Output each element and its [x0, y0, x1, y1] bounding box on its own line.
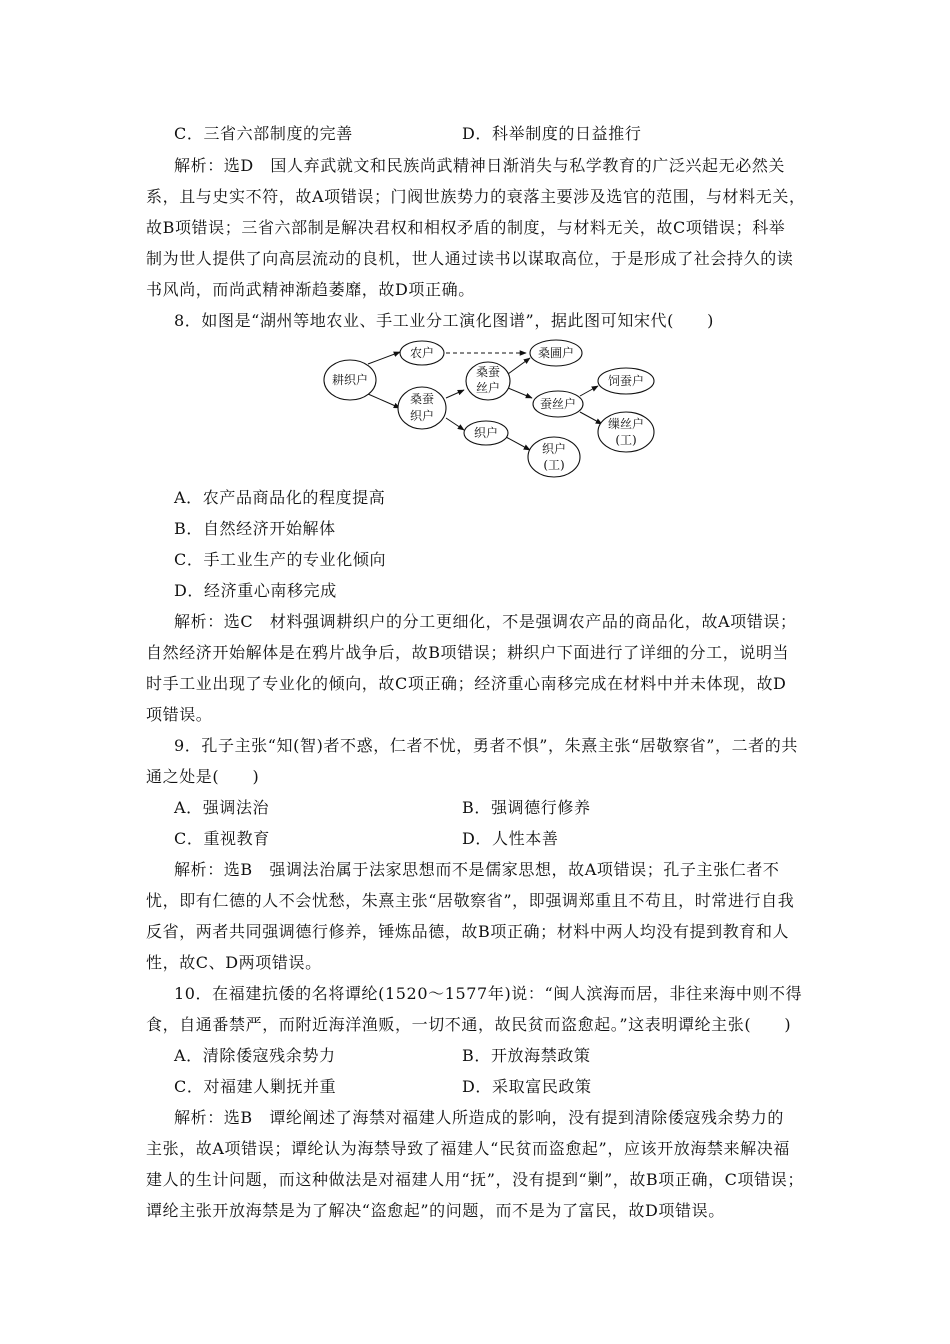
svg-text:丝户: 丝户 — [475, 381, 501, 395]
division-of-labor-diagram — [320, 336, 670, 482]
q9-stem-line: 通之处是( ) — [146, 767, 260, 786]
q8-analysis-line: 项错误。 — [146, 705, 213, 724]
node-saosi — [598, 412, 654, 452]
q9-analysis-line: 反省，两者共同强调德行修养，锤炼品德，故B项正确；材料中两人均没有提到教育和人 — [146, 922, 790, 941]
edge-cansi-sican — [580, 386, 598, 396]
svg-text:缫丝户: 缫丝户 — [607, 417, 645, 431]
q8-analysis-line: 时手工业出现了专业化的倾向，故C项正确；经济重心南移完成在材料中并未体现，故D — [146, 674, 787, 693]
q7-analysis-line: 解析：选D 国人弃武就文和民族尚武精神日渐消失与私学教育的广泛兴起无必然关 — [174, 156, 786, 175]
node-cansi — [533, 391, 583, 417]
q7-analysis-line: 书风尚，而尚武精神渐趋萎靡，故D项正确。 — [146, 280, 475, 299]
q9-option-d: D．人性本善 — [462, 829, 559, 848]
q7-analysis-line: 系，且与史实不符，故A项错误；门阀世族势力的衰落主要涉及选官的范围，与材料无关， — [146, 187, 806, 206]
node-sangcan-zhi — [398, 387, 446, 429]
q9-analysis-line: 性，故C、D两项错误。 — [146, 953, 322, 972]
edge-sangcan-zhi — [446, 418, 464, 430]
svg-text:农户: 农户 — [409, 346, 435, 360]
q7-analysis-line: 制为世人提供了向高层流动的良机，世人通过读书以谋取高位，于是形成了社会持久的读 — [146, 249, 794, 268]
q10-analysis-line: 解析：选B 谭纶阐述了海禁对福建人所造成的影响，没有提到清除倭寇残余势力的 — [174, 1108, 784, 1127]
node-sangyuan — [530, 340, 582, 366]
svg-text:耕织户: 耕织户 — [331, 373, 369, 387]
edge-zhi-zhigong — [506, 437, 530, 450]
q8-option-d: D．经济重心南移完成 — [174, 581, 337, 600]
q10-stem-line: 10．在福建抗倭的名将谭纶(1520～1577年)说：“闽人滨海而居，非往来海中则不得 — [174, 984, 803, 1003]
q10-option-d: D．采取富民政策 — [462, 1077, 592, 1096]
q9-analysis-line: 解析：选B 强调法治属于法家思想而不是儒家思想，故A项错误；孔子主张仁者不 — [174, 860, 780, 879]
q9-option-a: A．强调法治 — [174, 798, 270, 817]
edge-cansi-saosi — [580, 412, 602, 424]
q10-analysis-line: 建人的生计问题，而这种做法是对福建人用“抚”，没有提到“剿”，故B项正确，C项错误； — [146, 1170, 804, 1189]
svg-text:桑蚕: 桑蚕 — [475, 365, 501, 379]
node-gengzhi — [324, 360, 376, 400]
q9-analysis-line: 忧，即有仁德的人不会忧愁，朱熹主张“居敬察省”，即强调郑重且不苟且，时常进行自我 — [146, 891, 795, 910]
edge-sangcansi-cansi — [508, 388, 532, 398]
q10-option-c: C．对福建人剿抚并重 — [174, 1077, 337, 1096]
svg-text:桑圃户: 桑圃户 — [537, 346, 575, 360]
svg-text:桑蚕: 桑蚕 — [409, 392, 435, 406]
node-zhi — [464, 421, 508, 445]
svg-text:织户: 织户 — [473, 426, 499, 440]
q9-stem-line: 9．孔子主张“知(智)者不惑，仁者不忧，勇者不惧”，朱熹主张“居敬察省”，二者的共 — [174, 736, 798, 755]
edge-sangcan-sangcansi — [446, 390, 464, 398]
svg-text:(工): (工) — [615, 433, 637, 447]
q7-option-d: D．科举制度的日益推行 — [462, 124, 642, 143]
q8-option-b: B．自然经济开始解体 — [174, 519, 336, 538]
edge-gengzhi-nong — [368, 352, 400, 364]
svg-text:织户: 织户 — [541, 442, 567, 456]
q7-analysis-line: 故B项错误；三省六部制是解决君权和相权矛盾的制度，与材料无关，故C项错误；科举 — [146, 218, 786, 237]
svg-text:饲蚕户: 饲蚕户 — [607, 374, 645, 388]
svg-text:织户: 织户 — [409, 409, 435, 423]
q9-option-b: B．强调德行修养 — [462, 798, 591, 817]
node-sican — [598, 368, 654, 394]
q8-option-c: C．手工业生产的专业化倾向 — [174, 550, 387, 569]
q9-option-c: C．重视教育 — [174, 829, 270, 848]
q10-stem-line: 食，自通番禁严，而附近海洋渔贩，一切不通，故民贫而盗愈起。”这表明谭纶主张( ) — [146, 1015, 792, 1034]
edge-sangcansi-sangyuan — [508, 358, 530, 374]
svg-text:(工): (工) — [543, 458, 565, 472]
q7-option-c: C．三省六部制度的完善 — [174, 124, 353, 143]
node-zhi-gong — [528, 437, 580, 477]
svg-text:蚕丝户: 蚕丝户 — [539, 397, 577, 411]
q8-analysis-line: 解析：选C 材料强调耕织户的分工更细化，不是强调农产品的商品化，故A项错误； — [174, 612, 797, 631]
q10-analysis-line: 主张，故A项错误；谭纶认为海禁导致了福建人“民贫而盗愈起”，应该开放海禁来解决福 — [146, 1139, 790, 1158]
q8-analysis-line: 自然经济开始解体是在鸦片战争后，故B项错误；耕织户下面进行了详细的分工，说明当 — [146, 643, 790, 662]
node-nong — [400, 341, 444, 365]
edge-gengzhi-sangcan — [368, 394, 400, 408]
node-sangcan-si — [466, 362, 510, 400]
q10-option-a: A．清除倭寇残余势力 — [174, 1046, 336, 1065]
q8-stem: 8．如图是“湖州等地农业、手工业分工演化图谱”，据此图可知宋代( ) — [174, 311, 715, 330]
q10-analysis-line: 谭纶主张开放海禁是为了解决“盗愈起”的问题，而不是为了富民，故D项错误。 — [146, 1201, 725, 1220]
q10-option-b: B．开放海禁政策 — [462, 1046, 591, 1065]
q8-option-a: A．农产品商品化的程度提高 — [174, 488, 386, 507]
